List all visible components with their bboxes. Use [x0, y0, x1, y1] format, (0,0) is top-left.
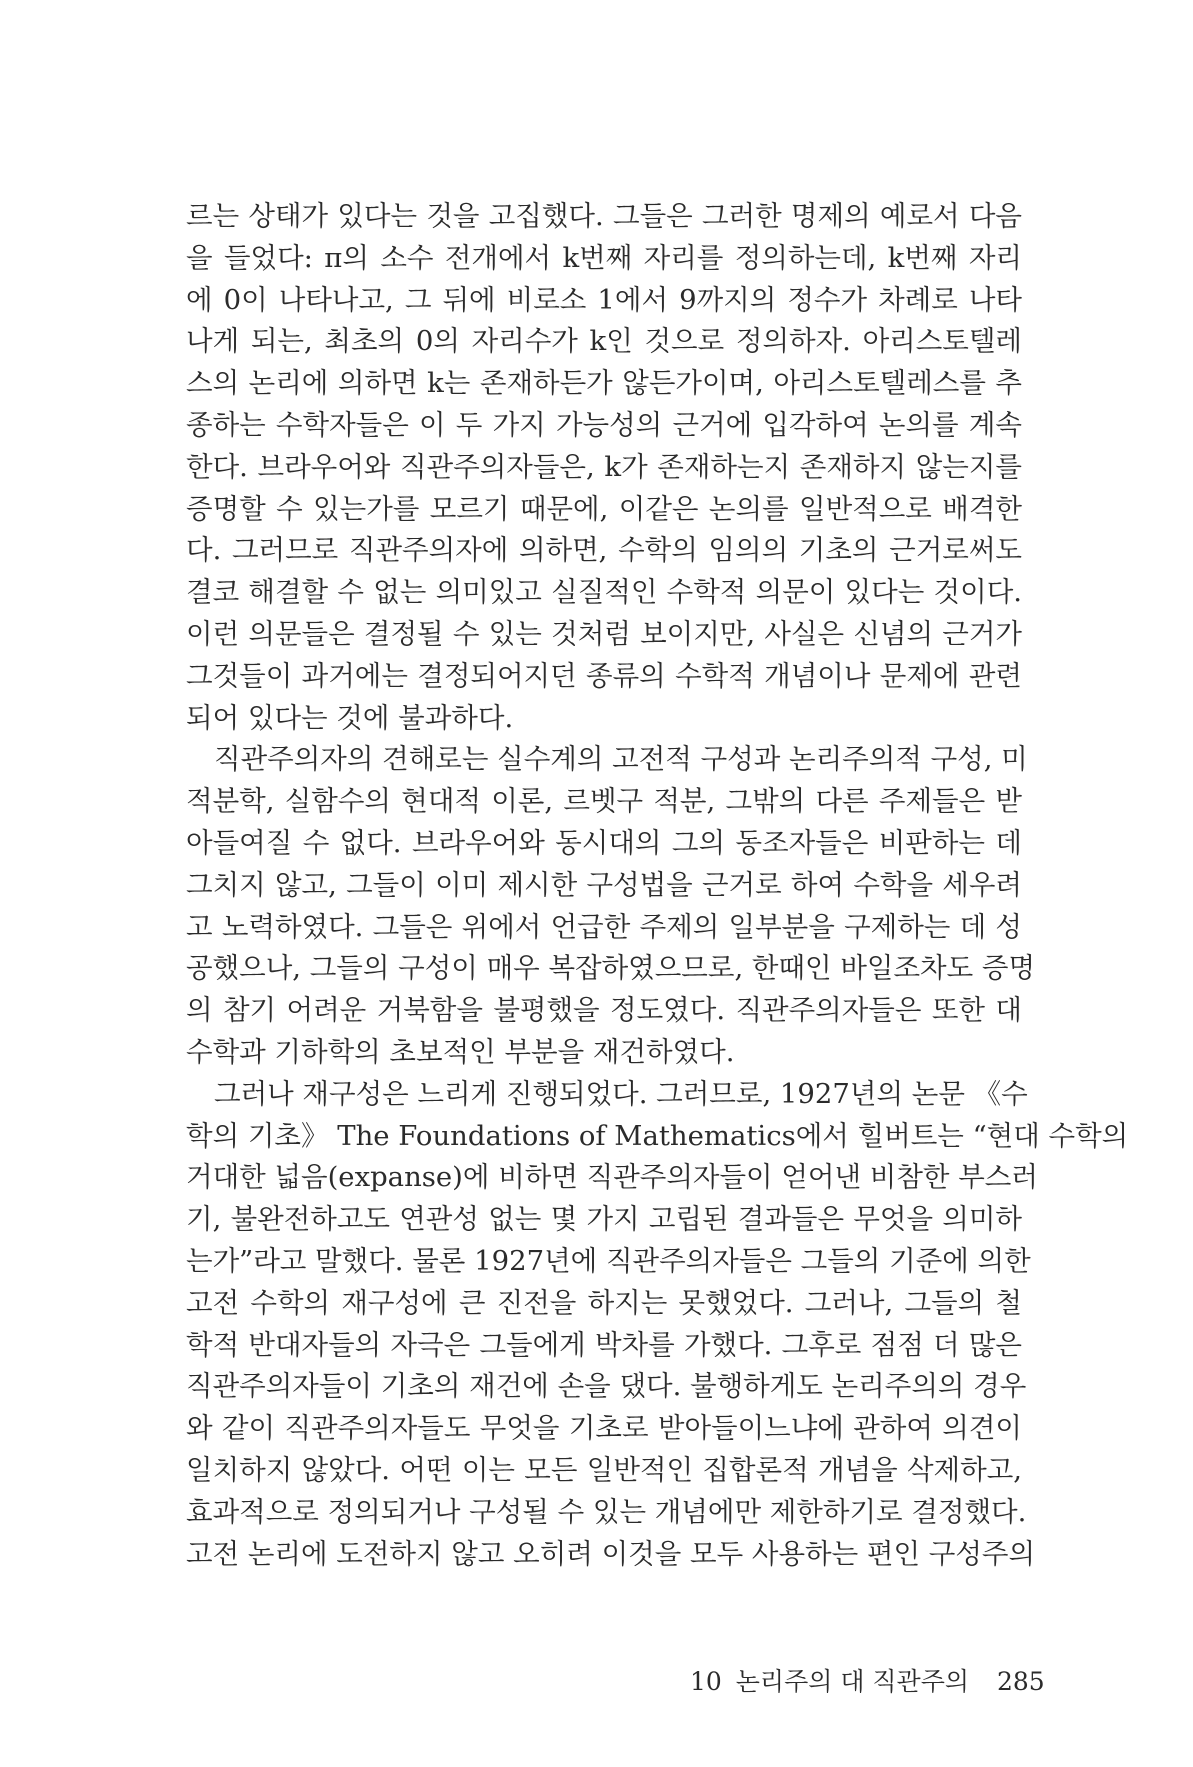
- text-line: 이런 의문들은 결정될 수 있는 것처럼 보이지만, 사실은 신념의 근거가: [186, 617, 1022, 650]
- text-line: 의 참기 어려운 거북함을 불평했을 정도였다. 직관주의자들은 또한 대: [186, 994, 1022, 1027]
- text-line: 결코 해결할 수 없는 의미있고 실질적인 수학적 의문이 있다는 것이다.: [186, 576, 1022, 609]
- paragraph-end-line: 되어 있다는 것에 불과하다.: [186, 701, 514, 734]
- chapter-number: 10: [690, 1667, 722, 1696]
- page-number: 285: [996, 1667, 1045, 1696]
- text-line: 종하는 수학자들은 이 두 가지 가능성의 근거에 입각하여 논의를 계속: [186, 408, 1022, 441]
- text-line: 효과적으로 정의되거나 구성될 수 있는 개념에만 제한하기로 결정했다.: [186, 1495, 1027, 1528]
- text-line: 고전 논리에 도전하지 않고 오히려 이것을 모두 사용하는 편인 구성주의: [186, 1537, 1036, 1570]
- text-line: 직관주의자들이 기초의 재건에 손을 댔다. 불행하게도 논리주의의 경우: [186, 1370, 1027, 1403]
- text-line: 일치하지 않았다. 어떤 이는 모든 일반적인 집합론적 개념을 삭제하고,: [186, 1453, 1022, 1486]
- text-line: 을 들었다: π의 소수 전개에서 k번째 자리를 정의하는데, k번째 자리: [186, 241, 1022, 274]
- text-line: 거대한 넓음(expanse)에 비하면 직관주의자들이 얻어낸 비참한 부스러: [186, 1161, 1038, 1194]
- text-line: 그것들이 과거에는 결정되어지던 종류의 수학적 개념이나 문제에 관련: [186, 659, 1022, 692]
- text-line: 와 같이 직관주의자들도 무엇을 기초로 받아들이느냐에 관하여 의견이: [186, 1412, 1022, 1445]
- paragraph-first-line: 그러나 재구성은 느리게 진행되었다. 그러므로, 1927년의 논문 《수: [214, 1077, 1028, 1110]
- text-line: 에 0이 나타나고, 그 뒤에 비로소 1에서 9까지의 정수가 차례로 나타: [186, 283, 1022, 316]
- text-line: 나게 되는, 최초의 0의 자리수가 k인 것으로 정의하자. 아리스토텔레: [186, 325, 1022, 358]
- text-line: 학적 반대자들의 자극은 그들에게 박차를 가했다. 그후로 점점 더 많은: [186, 1328, 1022, 1361]
- paragraph-end-line: 수학과 기하학의 초보적인 부분을 재건하였다.: [186, 1035, 735, 1068]
- body-text: [186, 196, 1129, 1575]
- text-line: 기, 불완전하고도 연관성 없는 몇 가지 고립된 결과들은 무엇을 의미하: [186, 1203, 1022, 1236]
- text-line: 다. 그러므로 직관주의자에 의하면, 수학의 임의의 기초의 근거로써도: [186, 534, 1022, 567]
- text-line: 학의 기초》 The Foundations of Mathematics에서 힐버트는 “현대 수학의: [186, 1119, 1129, 1152]
- text-line: 증명할 수 있는가를 모르기 때문에, 이같은 논의를 일반적으로 배격한: [186, 492, 1022, 525]
- text-line: 적분학, 실함수의 현대적 이론, 르벳구 적분, 그밖의 다른 주제들은 받: [186, 785, 1022, 818]
- paragraph-first-line: 직관주의자의 견해로는 실수계의 고전적 구성과 논리주의적 구성, 미: [214, 743, 1028, 776]
- text-line: 그치지 않고, 그들이 이미 제시한 구성법을 근거로 하여 수학을 세우려: [186, 868, 1022, 901]
- chapter-title: 논리주의 대 직관주의: [735, 1667, 970, 1696]
- text-line: 스의 논리에 의하면 k는 존재하든가 않든가이며, 아리스토텔레스를 추: [186, 367, 1022, 400]
- running-footer: [690, 1662, 1045, 1698]
- text-line: 고전 수학의 재구성에 큰 진전을 하지는 못했었다. 그러나, 그들의 철: [186, 1286, 1022, 1319]
- text-line: 는가”라고 말했다. 물론 1927년에 직관주의자들은 그들의 기준에 의한: [186, 1244, 1031, 1277]
- text-line: 아들여질 수 없다. 브라우어와 동시대의 그의 동조자들은 비판하는 데: [186, 826, 1022, 859]
- text-line: 한다. 브라우어와 직관주의자들은, k가 존재하는지 존재하지 않는지를: [186, 450, 1022, 483]
- text-line: 공했으나, 그들의 구성이 매우 복잡하였으므로, 한때인 바일조차도 증명: [186, 952, 1036, 985]
- text-line: 르는 상태가 있다는 것을 고집했다. 그들은 그러한 명제의 예로서 다음: [186, 200, 1022, 232]
- text-line: 고 노력하였다. 그들은 위에서 언급한 주제의 일부분을 구제하는 데 성: [186, 910, 1022, 943]
